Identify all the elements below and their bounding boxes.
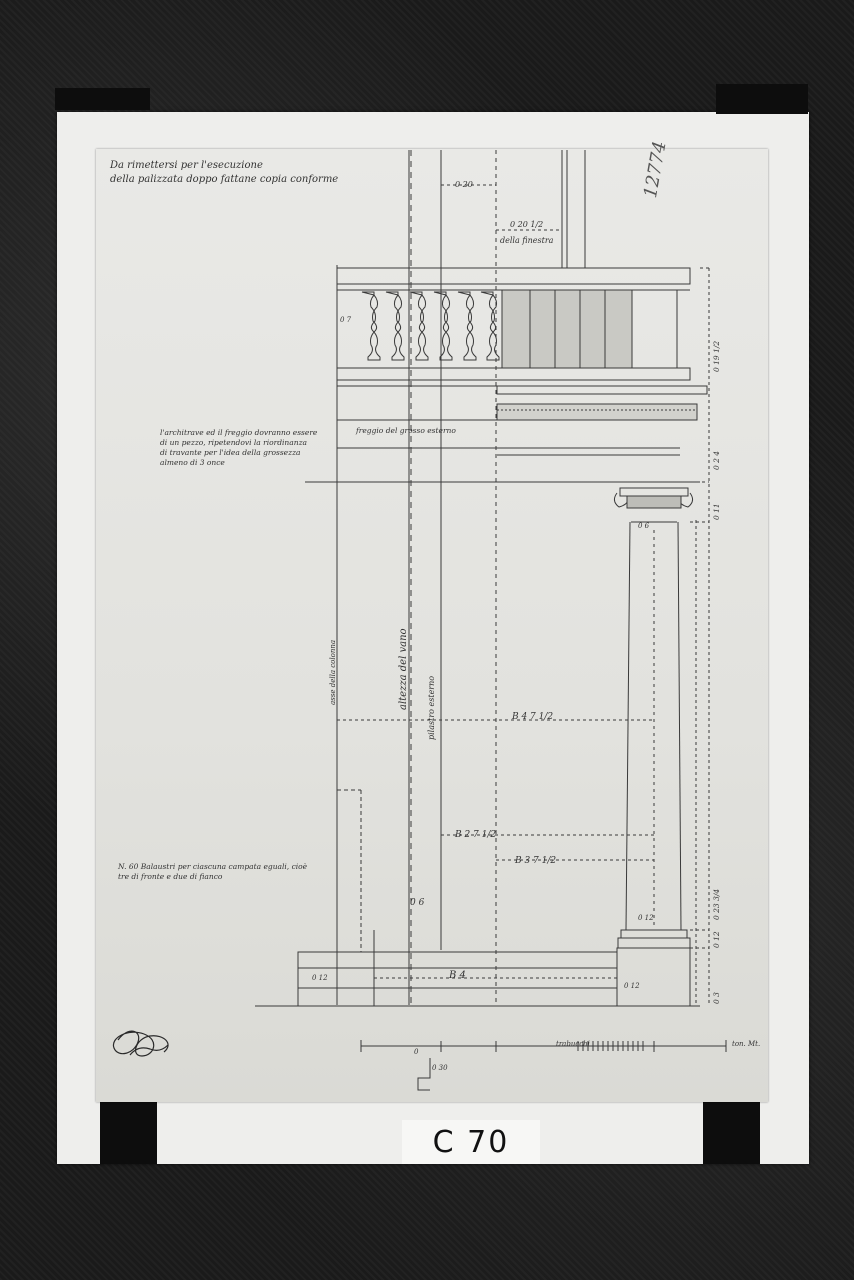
dimension-column-cap: 0 6 xyxy=(638,522,650,530)
balaustri-note-1: N. 60 Balaustri per ciascuna campata eguali, cioè xyxy=(118,862,308,871)
pilastro-label: pilastro esterno xyxy=(427,675,436,740)
ionic-column xyxy=(614,488,692,1006)
balaustri-note-2: tre di fronte e due di fianco xyxy=(118,872,223,881)
scale-end-label: ton. Mt. xyxy=(732,1040,761,1048)
dimension-right-6: 0 3 xyxy=(712,992,721,1004)
baluster xyxy=(434,292,452,360)
inventory-number: 12774 xyxy=(640,139,671,200)
dimension-right-3: 0 11 xyxy=(712,503,721,520)
dimension-top-1: 0 20 xyxy=(455,180,473,189)
title-note-line1: Da rimettersi per l'esecuzione xyxy=(110,160,263,171)
dimension-right-2: 0 2 4 xyxy=(712,450,721,470)
balustrade xyxy=(337,268,700,386)
dimension-right-5: 0 12 xyxy=(712,931,721,948)
catalog-label-text: C 70 xyxy=(432,1124,510,1160)
dimension-mid-2: B 3 7 1/2 xyxy=(515,856,557,866)
dimension-baluster: 0 7 xyxy=(340,316,352,324)
dimension-column-base: 0 12 xyxy=(638,914,654,922)
dimension-bottom-1: 0 30 xyxy=(432,1064,448,1072)
signature-monogram xyxy=(113,1031,168,1056)
architrave-note-3: di travante per l'idea della grossezza xyxy=(160,448,301,457)
dimension-small-3: 0 12 xyxy=(624,982,640,990)
dimension-small-2: 0 12 xyxy=(312,974,328,982)
dimension-top-2: 0 20 1/2 xyxy=(510,220,544,229)
dimension-mid-1: B 2 7 1/2 xyxy=(455,830,497,840)
baluster xyxy=(458,292,476,360)
dimension-bottom-2: 0 xyxy=(414,1048,419,1056)
colonna-axis-label: asse della colonna xyxy=(329,639,337,705)
catalog-label-card xyxy=(402,1120,540,1164)
vano-height-label: altezza del vano xyxy=(398,628,409,710)
balusters-group xyxy=(362,292,499,360)
baluster xyxy=(386,292,404,360)
architrave-note-4: almeno di 3 once xyxy=(160,458,225,467)
dimension-right-1: 0 19 1/2 xyxy=(712,340,721,372)
finestra-label: della finestra xyxy=(500,236,554,245)
baluster xyxy=(410,292,428,360)
bottom-bracket xyxy=(418,1058,430,1090)
dimension-small-1: 0 6 xyxy=(410,898,425,908)
scale-label: trabucchi xyxy=(556,1040,590,1048)
dimension-center: B 4 7 1/2 xyxy=(512,712,554,722)
dimension-right-4: 0 23 3/4 xyxy=(712,888,721,920)
dimension-base: B 4 xyxy=(449,970,466,981)
architrave-note-2: di un pezzo, ripetendovi la riordinanza xyxy=(160,438,307,447)
title-note-line2: della palizzata doppo fattane copia conforme xyxy=(110,174,339,185)
baluster xyxy=(362,292,380,360)
freggio-label: freggio del grosso esterno xyxy=(356,426,456,435)
balustrade-panel xyxy=(502,290,632,368)
architrave-note-1: l'architrave ed il freggio dovranno essere xyxy=(160,428,318,437)
